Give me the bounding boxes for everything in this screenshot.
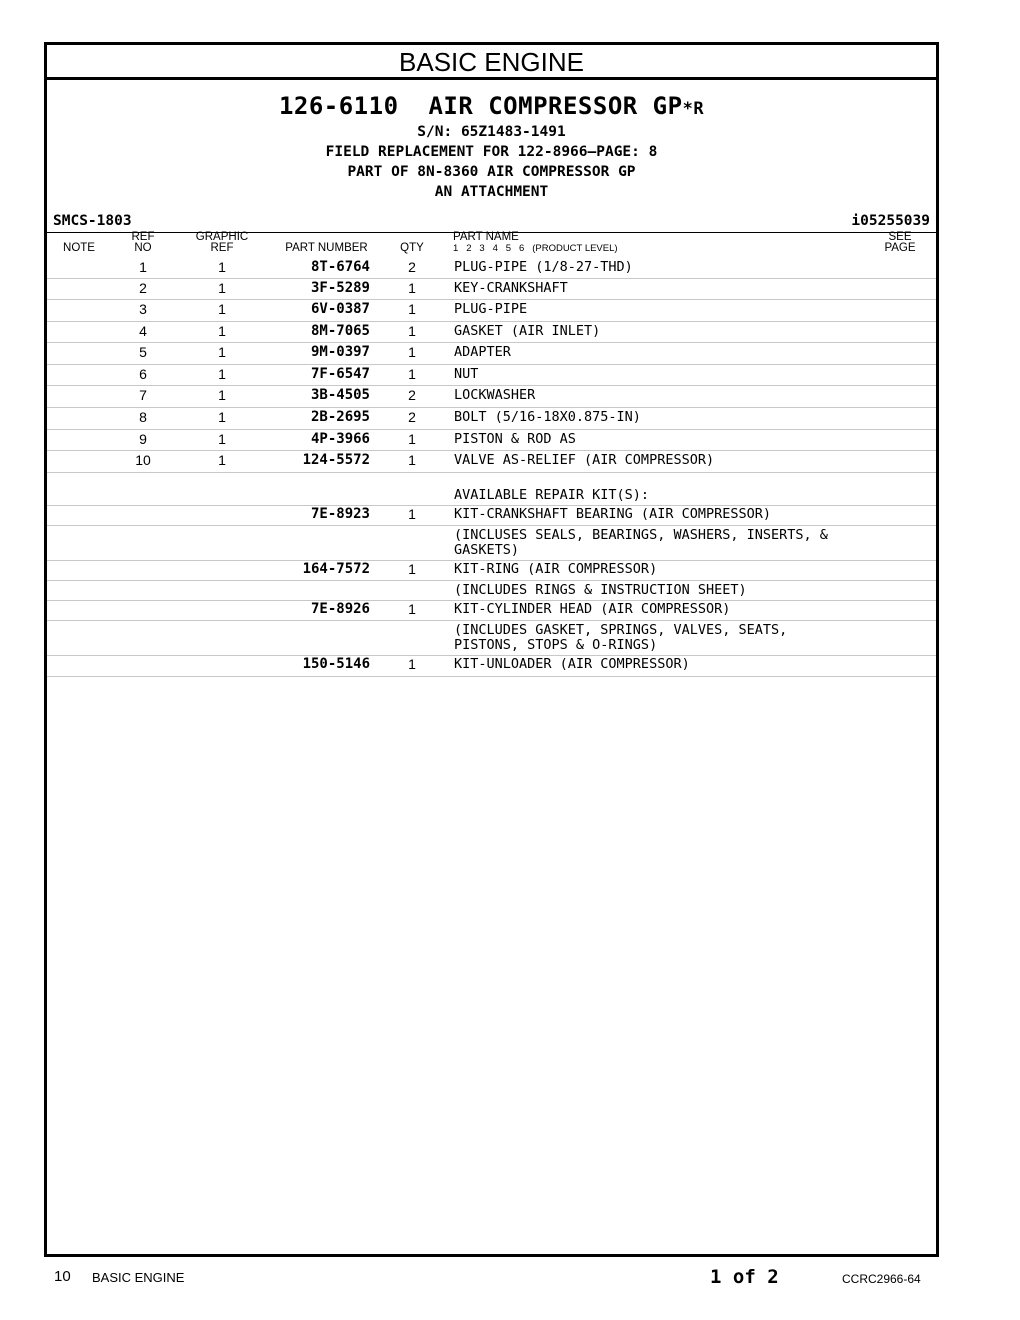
graphic-ref: 1 bbox=[218, 301, 226, 317]
part-name: VALVE AS-RELIEF (AIR COMPRESSOR) bbox=[454, 452, 715, 468]
part-number: 9M-0397 bbox=[310, 344, 370, 360]
table-row bbox=[47, 580, 936, 601]
qty: 2 bbox=[408, 259, 416, 275]
graphic-ref: 1 bbox=[218, 431, 226, 447]
ref-no: 5 bbox=[139, 344, 147, 360]
qty: 1 bbox=[408, 506, 416, 522]
graphic-ref: 1 bbox=[218, 452, 226, 468]
part-name: KEY-CRANKSHAFT bbox=[454, 280, 568, 296]
qty: 1 bbox=[408, 323, 416, 339]
part-name: NUT bbox=[454, 366, 479, 382]
graphic-ref: 1 bbox=[218, 280, 226, 296]
table-row bbox=[47, 321, 936, 343]
table-row bbox=[47, 525, 936, 561]
qty: 1 bbox=[408, 601, 416, 617]
table-row bbox=[47, 505, 936, 526]
part-number: 2B-2695 bbox=[310, 409, 370, 425]
table-row bbox=[47, 257, 936, 279]
graphic-ref: 1 bbox=[218, 387, 226, 403]
page-number: 10 bbox=[54, 1268, 71, 1285]
table-row bbox=[47, 299, 936, 322]
part-number: 150-5146 bbox=[302, 656, 370, 672]
ref-no: 7 bbox=[139, 387, 147, 403]
part-number: 6V-0387 bbox=[310, 301, 370, 317]
part-number: 164-7572 bbox=[302, 561, 370, 577]
table-row bbox=[47, 429, 936, 451]
col-see-page-line2: PAGE bbox=[884, 242, 916, 254]
table-row bbox=[47, 407, 936, 430]
col-graphic-ref-line2: REF bbox=[210, 242, 234, 254]
page-frame bbox=[44, 42, 939, 1257]
qty: 1 bbox=[408, 656, 416, 672]
ref-no: 8 bbox=[139, 409, 147, 425]
qty: 1 bbox=[408, 561, 416, 577]
table-row bbox=[47, 620, 936, 656]
part-number: 8M-7065 bbox=[310, 323, 370, 339]
footer-section: BASIC ENGINE bbox=[92, 1270, 185, 1285]
part-name: LOCKWASHER bbox=[454, 387, 536, 403]
ref-no: 2 bbox=[139, 280, 147, 296]
col-graphic-ref-line1: GRAPHIC bbox=[195, 231, 249, 243]
part-number: 7F-6547 bbox=[310, 366, 370, 382]
table-row bbox=[47, 364, 936, 386]
repair-kits-heading: AVAILABLE REPAIR KIT(S): bbox=[454, 487, 650, 503]
qty: 2 bbox=[408, 409, 416, 425]
col-part-name-label: PART NAME bbox=[453, 231, 519, 243]
graphic-ref: 1 bbox=[218, 344, 226, 360]
table-row bbox=[47, 342, 936, 365]
graphic-ref: 1 bbox=[218, 323, 226, 339]
part-note: (INCLUDES GASKET, SPRINGS, VALVES, SEATS, PISTONS, STOPS & O-RINGS) bbox=[454, 622, 788, 653]
col-part-number: PART NUMBER bbox=[285, 242, 368, 254]
col-see-page bbox=[877, 232, 923, 254]
part-number: 124-5572 bbox=[302, 452, 370, 468]
group-number: 126-6110 bbox=[278, 92, 399, 120]
col-ref-no-line1: REF bbox=[131, 231, 155, 243]
part-number: 7E-8923 bbox=[310, 506, 370, 522]
table-row bbox=[47, 600, 936, 621]
attachment-note: AN ATTACHMENT bbox=[434, 184, 549, 200]
graphic-ref: 1 bbox=[218, 409, 226, 425]
col-ref-no-line2: NO bbox=[134, 242, 152, 254]
ref-no: 4 bbox=[139, 323, 147, 339]
page-footer bbox=[0, 1258, 1020, 1298]
table-row bbox=[47, 472, 936, 506]
part-number: 8T-6764 bbox=[310, 259, 370, 275]
col-see-page-line1: SEE bbox=[888, 231, 912, 243]
table-row bbox=[47, 385, 936, 408]
col-note: NOTE bbox=[63, 242, 95, 254]
ref-no: 9 bbox=[139, 431, 147, 447]
part-name: KIT-CRANKSHAFT BEARING (AIR COMPRESSOR) bbox=[454, 506, 771, 522]
part-name: GASKET (AIR INLET) bbox=[454, 323, 601, 339]
part-number: 3B-4505 bbox=[310, 387, 370, 403]
qty: 1 bbox=[408, 301, 416, 317]
qty: 2 bbox=[408, 387, 416, 403]
doc-code: CCRC2966-64 bbox=[842, 1272, 921, 1286]
part-number: 4P-3966 bbox=[310, 431, 370, 447]
group-name: AIR COMPRESSOR GP bbox=[428, 92, 683, 120]
illustration-id: i05255039 bbox=[851, 213, 930, 229]
graphic-ref: 1 bbox=[218, 259, 226, 275]
serial-range: S/N: 65Z1483-1491 bbox=[417, 124, 566, 140]
group-title bbox=[47, 92, 936, 120]
part-name: KIT-UNLOADER (AIR COMPRESSOR) bbox=[454, 656, 690, 672]
ref-no: 10 bbox=[135, 452, 151, 468]
part-name: KIT-CYLINDER HEAD (AIR COMPRESSOR) bbox=[454, 601, 731, 617]
part-number: 3F-5289 bbox=[310, 280, 370, 296]
part-name: PISTON & ROD AS bbox=[454, 431, 576, 447]
part-name: BOLT (5/16-18X0.875-IN) bbox=[454, 409, 641, 425]
col-ref-no bbox=[127, 232, 159, 254]
smcs-code: SMCS-1803 bbox=[53, 213, 132, 229]
part-note: (INCLUDES RINGS & INSTRUCTION SHEET) bbox=[454, 582, 747, 598]
section-title: BASIC ENGINE bbox=[47, 45, 936, 80]
qty: 1 bbox=[408, 366, 416, 382]
col-graphic-ref bbox=[192, 232, 252, 254]
part-name: ADAPTER bbox=[454, 344, 511, 360]
part-name: PLUG-PIPE (1/8-27-THD) bbox=[454, 259, 633, 275]
qty: 1 bbox=[408, 280, 416, 296]
table-row bbox=[47, 278, 936, 300]
qty: 1 bbox=[408, 344, 416, 360]
graphic-ref: 1 bbox=[218, 366, 226, 382]
table-row bbox=[47, 450, 936, 473]
ref-no: 6 bbox=[139, 366, 147, 382]
col-product-level: 1 2 3 4 5 6 (PRODUCT LEVEL) bbox=[453, 243, 618, 254]
part-number: 7E-8926 bbox=[310, 601, 370, 617]
part-name: PLUG-PIPE bbox=[454, 301, 528, 317]
col-qty: QTY bbox=[400, 242, 424, 254]
qty: 1 bbox=[408, 452, 416, 468]
field-replacement: FIELD REPLACEMENT FOR 122-8966—PAGE: 8 bbox=[325, 144, 658, 160]
ref-no: 3 bbox=[139, 301, 147, 317]
page-of-count: 1 of 2 bbox=[710, 1266, 779, 1288]
table-row bbox=[47, 560, 936, 581]
part-note: (INCLUSES SEALS, BEARINGS, WASHERS, INSERTS, & GASKETS) bbox=[454, 527, 828, 558]
part-name: KIT-RING (AIR COMPRESSOR) bbox=[454, 561, 658, 577]
col-part-name bbox=[453, 232, 753, 254]
group-suffix: *R bbox=[682, 99, 705, 119]
table-row bbox=[47, 655, 936, 677]
part-of: PART OF 8N-8360 AIR COMPRESSOR GP bbox=[347, 164, 636, 180]
qty: 1 bbox=[408, 431, 416, 447]
ref-no: 1 bbox=[139, 259, 147, 275]
